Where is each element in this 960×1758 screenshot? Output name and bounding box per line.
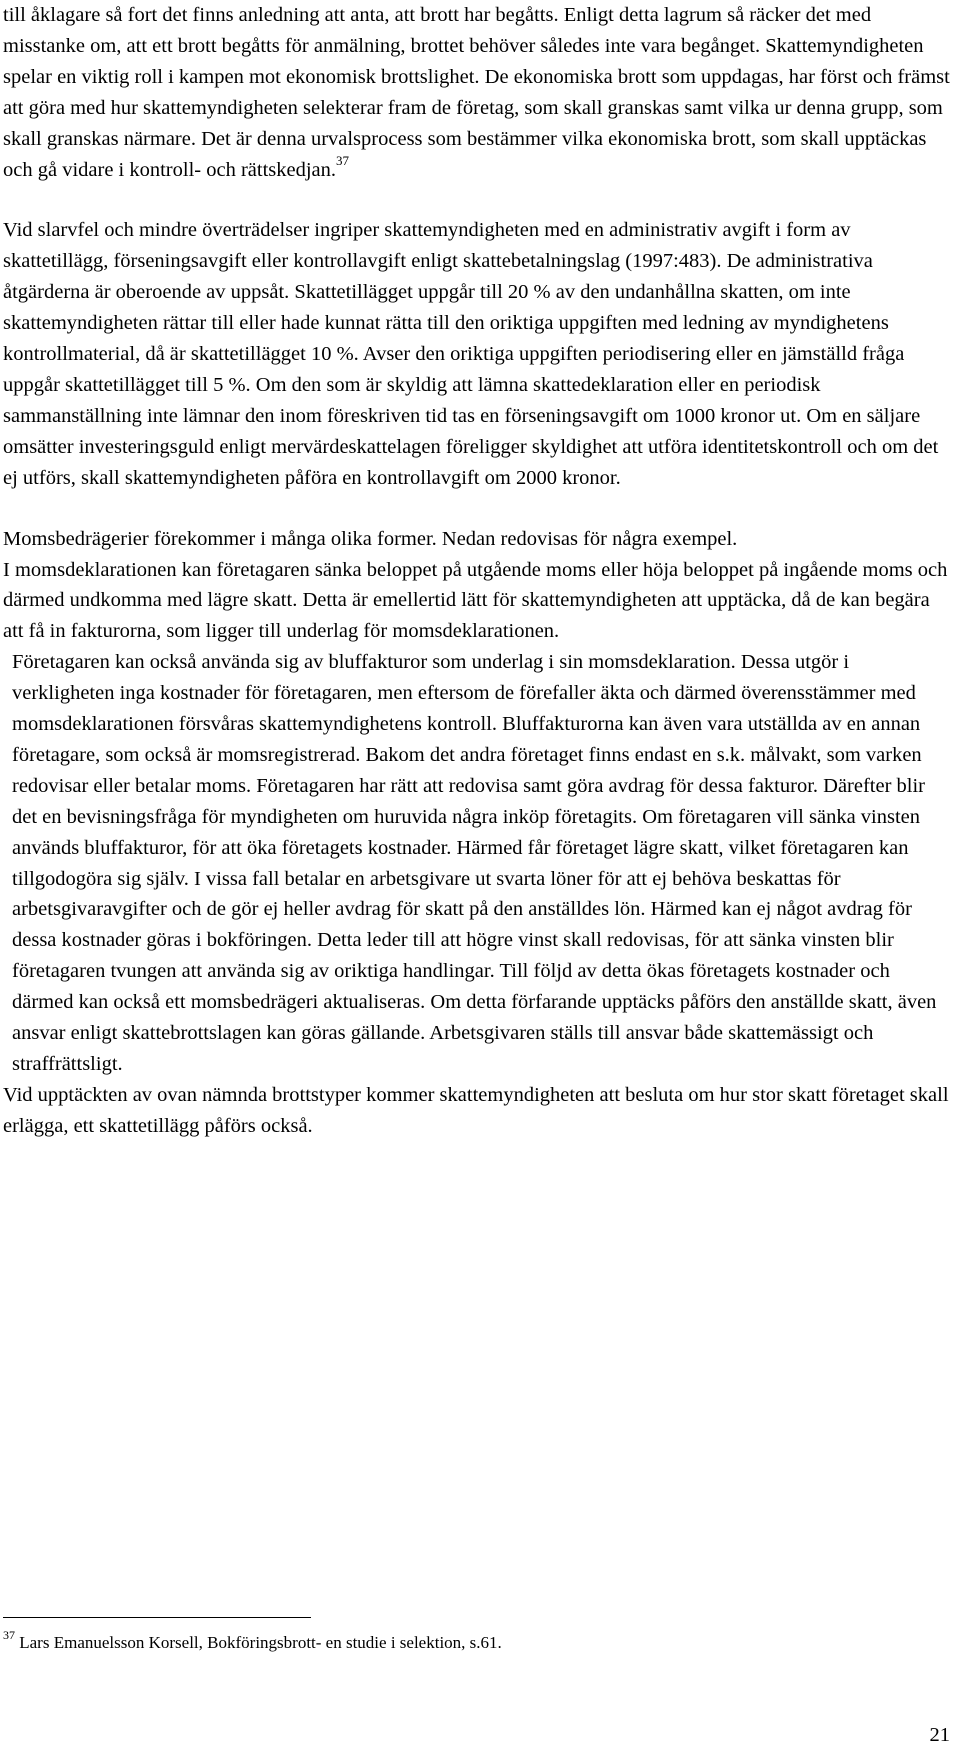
paragraph-upptackt: Vid upptäckten av ovan nämnda brottstyper kommer skattemyndigheten att besluta om hur stor skatt företaget skall erlägga, ett skattetillägg påförs också.	[3, 1083, 949, 1137]
footnote	[3, 1628, 502, 1654]
document-body	[3, 0, 955, 1142]
paragraph-momsdeklaration: I momsdeklarationen kan företagaren sänka beloppet på utgående moms eller höja beloppet på ingående moms och därmed undkomma med lägre skatt. Detta är emellertid lätt för skattemyndigheten att upptäcka, då de kan begära att få in fakturorna, som ligger till underlag för momsdeklarationen.	[3, 558, 948, 643]
footnote-number: 37	[3, 1628, 15, 1643]
paragraph-administrativa-avgifter: Vid slarvfel och mindre överträdelser ingriper skattemyndigheten med en administrativ avgift i form av skattetillägg, förseningsavgift eller kontrollavgift enligt skattebetalningslag (1997:483). De administrativa åtgärderna är oberoende av uppsåt. Skattetillägget uppgår till 20 % av den undanhållna skatten, om inte skattemyndigheten rättar till eller hade kunnat rätta till den oriktiga uppgiften med ledning av myndighetens kontrollmaterial, då är skattetillägget 10 %. Avser den oriktiga uppgiften periodisering eller en jämställd fråga uppgår skattetillägget till 5 %. Om den som är skyldig att lämna skattedeklaration eller en periodisk sammanställning inte lämnar den inom föreskriven tid tas en förseningsavgift om 1000 kronor ut. Om en säljare omsätter investeringsguld enligt mervärdeskattelagen föreligger skyldighet att utföra identitetskontroll och om det ej utförs, skall skattemyndigheten påföra en kontrollavgift om 2000 kronor.	[3, 219, 939, 489]
paragraph-momsbedragerier-intro: Momsbedrägerier förekommer i många olika former. Nedan redovisas för några exempel.	[3, 527, 738, 550]
page-number: 21	[929, 1724, 950, 1746]
paragraph-bluffakturor: Företagaren kan också använda sig av bluffakturor som underlag i sin momsdeklaration. Dessa utgör i verkligheten inga kostnader för företagaren, men eftersom de förefaller äkta och därmed överensstämmer med momsdeklarationen försvåras skattemyndighetens kontroll. Bluffakturorna kan även vara utställda av en annan företagare, som också är momsregistrerad. Bakom det andra företaget finns endast en s.k. målvakt, som varken redovisar eller betalar moms. Företagaren har rätt att redovisa samt göra avdrag för dessa fakturor. Därefter blir det en bevisningsfråga för myndigheten om huruvida några inköp företagits. Om företagaren vill sänka vinsten används bluffakturor, för att öka företagets kostnader. Härmed får företaget lägre skatt, vilket företagaren kan tillgodogöra sig själv. I vissa fall betalar en arbetsgivare ut svarta löner för att ej behöva beskattas för arbetsgivaravgifter och de gör ej heller avdrag för skatt på den anställdes lön. Härmed kan ej något avdrag för dessa kostnader göras i bokföringen. Detta leder till att högre vinst skall redovisas, för att sänka vinsten blir företagaren tvungen att använda sig av oriktiga handlingar. Till följd av detta ökas företagets kostnader och därmed kan också ett momsbedrägeri aktualiseras. Om detta förfarande upptäcks påförs den anställde skatt, även ansvar enligt skattebrottslagen kan göras gällande. Arbetsgivaren ställs till ansvar både skattemässigt och straffrättsligt.	[12, 651, 937, 1075]
footnote-divider	[3, 1617, 311, 1618]
paragraph-urvalsprocess	[3, 0, 955, 185]
paragraph-text: till åklagare så fort det finns anledning att anta, att brott har begåtts. Enligt detta lagrum så räcker det med misstanke om, att ett brott begåtts för anmälning, brottet behöver således inte vara begånget. Skattemyndigheten spelar en viktig roll i kampen mot ekonomisk brottslighet. De ekonomiska brott som uppdagas, har först och främst att göra med hur skattemyndigheten selekterar fram de företag, som skall granskas samt vilka ur denna grupp, som skall granskas närmare. Det är denna urvalsprocess som bestämmer vilka ekonomiska brott, som skall upptäckas och gå vidare i kontroll- och rättskedjan.	[3, 4, 950, 181]
footnote-reference[interactable]: 37	[336, 152, 350, 168]
footnote-text: Lars Emanuelsson Korsell, Bokföringsbrott- en studie i selektion, s.61.	[19, 1633, 502, 1652]
